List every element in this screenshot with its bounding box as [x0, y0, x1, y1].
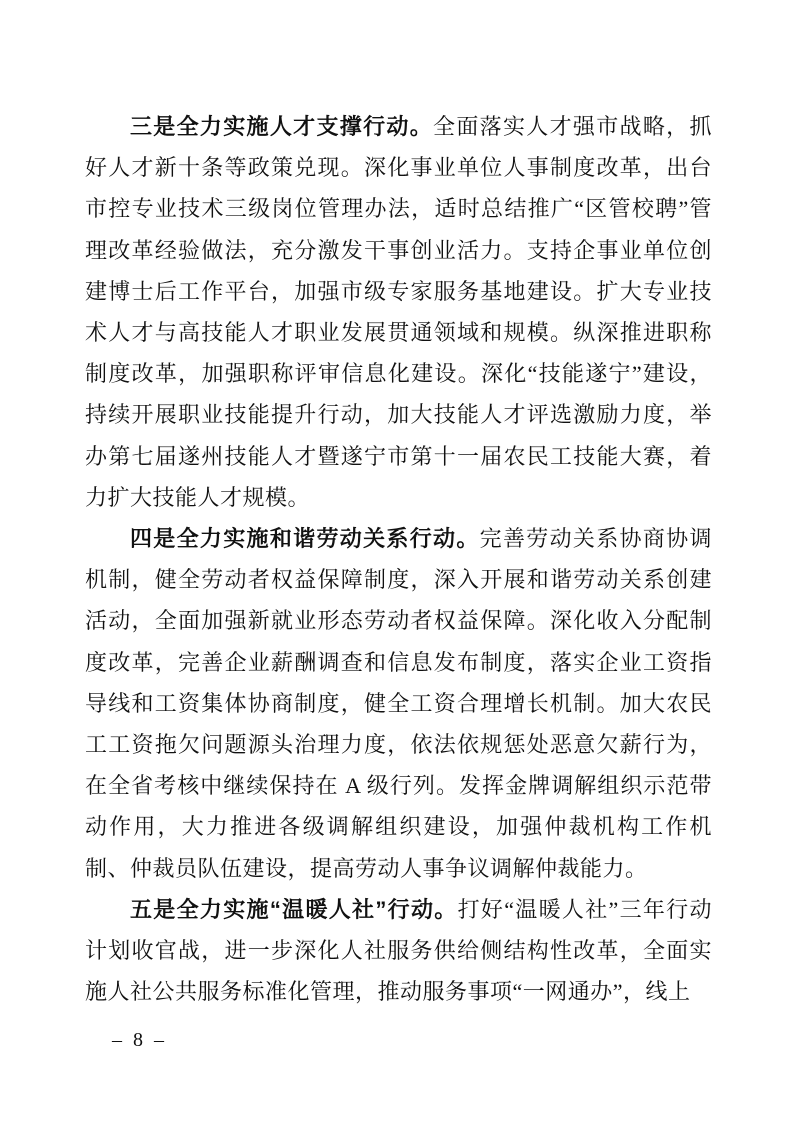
paragraph-lead: 五是全力实施“温暖人社”行动。	[130, 896, 458, 922]
paragraph	[85, 106, 712, 518]
document-body	[85, 106, 712, 1012]
paragraph	[85, 889, 712, 1013]
page-number: – 8 –	[112, 1029, 167, 1051]
paragraph-lead: 四是全力实施和谐劳动关系行动。	[130, 526, 480, 552]
paragraph-body: 打好“温暖人社”三年行动计划收官战，进一步深化人社服务供给侧结构性改革，全面实施人社公共服务标准化管理，推动服务事项“一网通办”，线上	[85, 896, 712, 1005]
paragraph-body: 全面落实人才强市战略，抓好人才新十条等政策兑现。深化事业单位人事制度改革，出台市控专业技术三级岗位管理办法，适时总结推广“区管校聘”管理改革经验做法，充分激发干事创业活力。支持企事业单位创建博士后工作平台，加强市级专家服务基地建设。扩大专业技术人才与高技能人才职业发展贯通领域和规模。纵深推进职称制度改革，加强职称评审信息化建设。深化“技能遂宁”建设，持续开展职业技能提升行动，加大技能人才评选激励力度，举办第七届遂州技能人才暨遂宁市第十一届农民工技能大赛，着力扩大技能人才规模。	[85, 114, 712, 510]
paragraph-body: 完善劳动关系协商协调机制，健全劳动者权益保障制度，深入开展和谐劳动关系创建活动，全面加强新就业形态劳动者权益保障。深化收入分配制度改革，完善企业薪酬调查和信息发布制度，落实企业工资指导线和工资集体协商制度，健全工资合理增长机制。加大农民工工资拖欠问题源头治理力度，依法依规惩处恶意欠薪行为，在全省考核中继续保持在 A 级行列。发挥金牌调解组织示范带动作用，大力推进各级调解组织建设，加强仲裁机构工作机制、仲裁员队伍建设，提高劳动人事争议调解仲裁能力。	[85, 526, 712, 881]
paragraph	[85, 518, 712, 889]
paragraph-lead: 三是全力实施人才支撑行动。	[130, 114, 434, 139]
